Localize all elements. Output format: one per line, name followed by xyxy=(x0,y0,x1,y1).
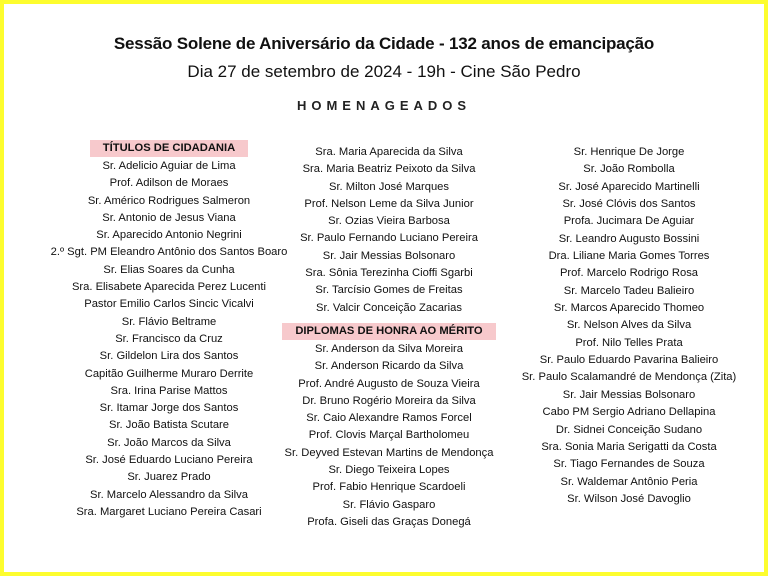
honoree-name: Prof. Nilo Telles Prata xyxy=(575,336,683,349)
honoree-name: Sra. Irina Parise Mattos xyxy=(110,384,228,397)
honoree-name: Sra. Maria Aparecida da Silva xyxy=(315,146,463,158)
honoree-name: Sra. Sonia Maria Serigatti da Costa xyxy=(541,440,717,453)
honoree-name: Sr. Milton José Marques xyxy=(328,180,449,193)
honoree-name: Dr. Sidnei Conceição Sudano xyxy=(555,423,703,436)
honoree-name: Sr. Anderson da Silva Moreira xyxy=(315,342,463,355)
honoree-name: Prof. Adilson de Moraes xyxy=(109,177,229,190)
honoree-name: Sr. Gildelon Lira dos Santos xyxy=(99,350,239,363)
honorees-heading: HOMENAGEADOS xyxy=(296,98,472,113)
honoree-name: Sr. Tiago Fernandes de Souza xyxy=(553,458,705,471)
honoree-name: 2.º Sgt. PM Eleandro Antônio dos Santos Boaro xyxy=(50,246,288,259)
honoree-name: Dr. Bruno Rogério Moreira da Silva xyxy=(302,394,476,407)
honoree-name: Sr. José Aparecido Martinelli xyxy=(558,180,700,193)
honoree-name: Sr. Juarez Prado xyxy=(127,471,211,484)
honoree-name: Sr. Marcelo Tadeu Balieiro xyxy=(563,284,695,297)
titulos-list xyxy=(44,158,294,521)
honoree-name: Capitão Guilherme Muraro Derrite xyxy=(84,367,254,380)
honoree-name: Sr. Américo Rodrigues Salmeron xyxy=(87,194,251,207)
honoree-name: Sr. Francisco da Cruz xyxy=(115,332,223,345)
column-titulos xyxy=(44,140,294,521)
honoree-name: Sr. Caio Alexandre Ramos Forcel xyxy=(306,412,472,425)
column-diplomas xyxy=(504,144,754,508)
honoree-name: Prof. Clovis Marçal Bartholomeu xyxy=(308,429,470,442)
honoree-name: Sra. Sônia Terezinha Cioffi Sgarbi xyxy=(305,267,473,280)
honoree-name: Cabo PM Sergio Adriano Dellapina xyxy=(542,406,716,419)
honoree-name: Sr. João Marcos da Silva xyxy=(107,436,231,449)
honoree-name: Profa. Giseli das Graças Donegá xyxy=(307,515,471,528)
honoree-name: Sr. Antonio de Jesus Viana xyxy=(102,211,236,224)
honoree-name: Sr. Waldemar Antônio Peria xyxy=(560,475,698,488)
honoree-name: Sr. Deyved Estevan Martins de Mendonça xyxy=(284,446,494,459)
honoree-name: Sr. Adelicio Aguiar de Lima xyxy=(102,160,236,172)
honoree-name: Sr. Leandro Augusto Bossini xyxy=(558,232,700,245)
honoree-name: Sr. Paulo Fernando Luciano Pereira xyxy=(300,232,478,245)
honoree-name: Sr. Aparecido Antonio Negrini xyxy=(96,229,242,242)
honoree-name: Sr. Wilson José Davoglio xyxy=(567,492,691,505)
honoree-name: Sr. Tarcísio Gomes de Freitas xyxy=(315,284,463,297)
honoree-name: Sr. Anderson Ricardo da Silva xyxy=(314,360,464,373)
honoree-name: Sr. Jair Messias Bolsonaro xyxy=(562,388,696,401)
diplomas-list-continued xyxy=(504,144,754,508)
honoree-name: Sr. Marcelo Alessandro da Silva xyxy=(90,488,248,501)
section-titulos-cidadania: TÍTULOS DE CIDADANIA xyxy=(90,140,248,157)
event-date-location: Dia 27 de setembro de 2024 - 19h - Cine São Pedro xyxy=(187,62,581,81)
honoree-name: Profa. Jucimara De Aguiar xyxy=(563,215,695,228)
honoree-name: Sra. Elisabete Aparecida Perez Lucenti xyxy=(71,281,267,294)
honoree-name: Prof. André Augusto de Souza Vieira xyxy=(298,377,480,390)
honoree-name: Sr. Valcir Conceição Zacarias xyxy=(316,301,462,314)
honoree-name: Sr. Itamar Jorge dos Santos xyxy=(99,402,239,415)
honoree-name: Sr. José Clóvis dos Santos xyxy=(562,198,696,211)
honoree-name: Sr. Jair Messias Bolsonaro xyxy=(322,249,456,262)
honoree-name: Sr. Ozias Vieira Barbosa xyxy=(328,215,450,228)
honoree-name: Prof. Marcelo Rodrigo Rosa xyxy=(559,267,699,280)
honoree-name: Sr. Flávio Beltrame xyxy=(121,315,217,328)
honoree-name: Sr. Nelson Alves da Silva xyxy=(566,319,692,332)
honoree-name: Pastor Emilio Carlos Sincic Vicalvi xyxy=(84,298,254,311)
honoree-name: Prof. Fabio Henrique Scardoeli xyxy=(312,481,466,494)
honoree-name: Sra. Maria Beatriz Peixoto da Silva xyxy=(302,163,476,176)
honoree-name: Sra. Margaret Luciano Pereira Casari xyxy=(76,505,262,518)
column-middle xyxy=(264,144,514,531)
honoree-name: Sr. João Batista Scutare xyxy=(108,419,230,432)
honoree-name: Dra. Liliane Maria Gomes Torres xyxy=(548,250,710,263)
honoree-name: Sr. Diego Teixeira Lopes xyxy=(328,464,450,477)
titulos-list-continued xyxy=(264,144,514,317)
honoree-name: Sr. João Rombolla xyxy=(583,163,675,176)
honoree-name: Sr. Paulo Eduardo Pavarina Balieiro xyxy=(539,354,719,367)
honoree-name: Sr. Paulo Scalamandré de Mendonça (Zita) xyxy=(521,371,737,384)
honoree-name: Prof. Nelson Leme da Silva Junior xyxy=(304,197,474,210)
honoree-name: Sr. Elias Soares da Cunha xyxy=(103,263,235,276)
honoree-name: Sr. Flávio Gasparo xyxy=(342,498,436,511)
page-title: Sessão Solene de Aniversário da Cidade - 132 anos de emancipação xyxy=(113,34,655,53)
honoree-name: Sr. José Eduardo Luciano Pereira xyxy=(85,454,253,467)
diplomas-list xyxy=(264,341,514,531)
honoree-name: Sr. Henrique De Jorge xyxy=(573,146,685,158)
honoree-name: Sr. Marcos Aparecido Thomeo xyxy=(553,302,705,315)
section-diplomas-honra: DIPLOMAS DE HONRA AO MÉRITO xyxy=(282,323,495,340)
